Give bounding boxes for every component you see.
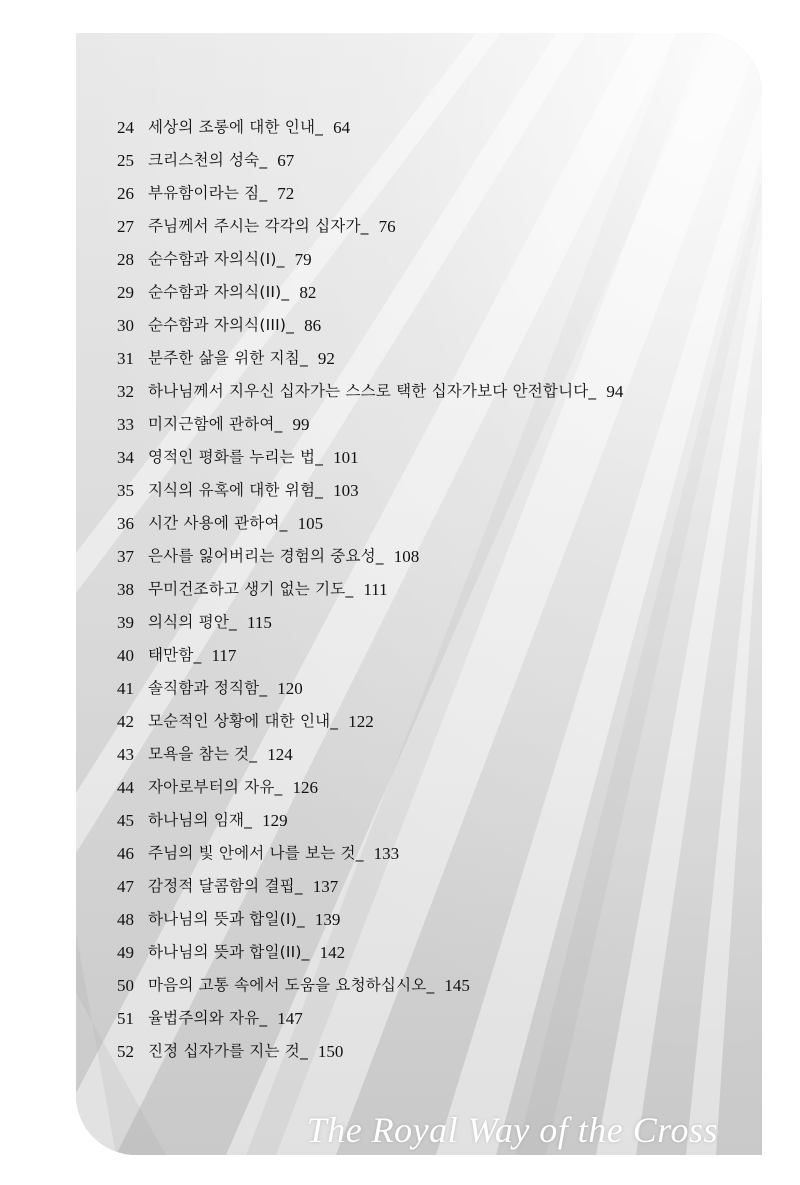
- toc-page-number: 79: [294, 250, 312, 269]
- toc-chapter-title: 미지근함에 관하여_: [148, 415, 283, 433]
- toc-chapter-title: 크리스천의 성숙_: [148, 151, 268, 169]
- table-of-contents: [76, 111, 762, 1068]
- toc-chapter-number: 27: [117, 217, 134, 236]
- toc-page-number: 72: [277, 184, 295, 203]
- toc-chapter-title: 영적인 평화를 누리는 법_: [148, 448, 324, 466]
- toc-chapter-title: 주님의 빛 안에서 나를 보는 것_: [148, 844, 364, 862]
- toc-chapter-title: 하나님의 뜻과 합일(II)_: [148, 943, 310, 961]
- toc-page-number: 111: [363, 580, 388, 599]
- toc-entry[interactable]: [76, 474, 762, 507]
- toc-entry[interactable]: [76, 111, 762, 144]
- toc-chapter-title: 분주한 삶을 위한 지침_: [148, 349, 308, 367]
- toc-chapter-title: 모순적인 상황에 대한 인내_: [148, 712, 339, 730]
- toc-entry[interactable]: [76, 771, 762, 804]
- toc-chapter-number: 36: [117, 514, 134, 533]
- toc-chapter-number: 35: [117, 481, 134, 500]
- toc-page-number: 142: [319, 943, 346, 962]
- toc-page-number: 139: [314, 910, 341, 929]
- toc-page-number: 99: [292, 415, 310, 434]
- toc-entry[interactable]: [76, 144, 762, 177]
- toc-chapter-number: 37: [117, 547, 134, 566]
- toc-entry[interactable]: [76, 1002, 762, 1035]
- toc-page-number: 101: [333, 448, 359, 467]
- toc-page-number: 115: [246, 613, 272, 632]
- toc-entry[interactable]: [76, 243, 762, 276]
- toc-chapter-number: 43: [117, 745, 134, 764]
- toc-page-number: 120: [277, 679, 303, 698]
- toc-page-number: 137: [312, 877, 339, 896]
- toc-chapter-number: 41: [117, 679, 134, 698]
- toc-page-number: 67: [277, 151, 295, 170]
- toc-page-number: 82: [299, 283, 317, 302]
- toc-chapter-number: 30: [117, 316, 134, 335]
- toc-page-number: 147: [277, 1009, 303, 1028]
- toc-page-number: 145: [444, 976, 470, 995]
- toc-entry[interactable]: [76, 276, 762, 309]
- toc-chapter-number: 48: [117, 910, 134, 929]
- toc-chapter-title: 하나님의 뜻과 합일(I)_: [148, 910, 305, 928]
- toc-chapter-number: 44: [117, 778, 134, 797]
- toc-entry[interactable]: [76, 639, 762, 672]
- toc-entry[interactable]: [76, 408, 762, 441]
- toc-chapter-title: 진정 십자가를 지는 것_: [148, 1042, 308, 1060]
- toc-page-number: 129: [262, 811, 288, 830]
- toc-chapter-title: 의식의 평안_: [148, 613, 237, 631]
- toc-page-number: 64: [333, 118, 351, 137]
- toc-entry[interactable]: [76, 309, 762, 342]
- toc-page-number: 126: [292, 778, 318, 797]
- toc-chapter-title: 감정적 달콤함의 결핍_: [148, 877, 303, 895]
- toc-chapter-title: 순수함과 자의식(II)_: [148, 283, 290, 301]
- toc-chapter-title: 세상의 조롱에 대한 인내_: [148, 118, 324, 136]
- toc-chapter-number: 47: [117, 877, 134, 896]
- toc-chapter-number: 46: [117, 844, 134, 863]
- toc-chapter-title: 은사를 잃어버리는 경험의 중요성_: [148, 547, 384, 565]
- toc-chapter-number: 34: [117, 448, 134, 467]
- page-panel: [76, 33, 762, 1155]
- toc-entry[interactable]: [76, 1035, 762, 1068]
- toc-chapter-number: 49: [117, 943, 134, 962]
- toc-chapter-number: 38: [117, 580, 134, 599]
- toc-chapter-title: 주님께서 주시는 각각의 십자가_: [148, 217, 369, 235]
- toc-page-number: 124: [267, 745, 293, 764]
- toc-chapter-title: 마음의 고통 속에서 도움을 요청하십시오_: [148, 976, 435, 994]
- toc-entry[interactable]: [76, 342, 762, 375]
- toc-entry[interactable]: [76, 738, 762, 771]
- toc-chapter-title: 순수함과 자의식(I)_: [148, 250, 285, 268]
- toc-entry[interactable]: [76, 969, 762, 1002]
- toc-chapter-number: 26: [117, 184, 134, 203]
- toc-page-number: 92: [317, 349, 335, 368]
- toc-entry[interactable]: [76, 573, 762, 606]
- toc-page-number: 122: [348, 712, 374, 731]
- toc-entry[interactable]: [76, 837, 762, 870]
- toc-page-number: 117: [211, 646, 237, 665]
- toc-page-number: 133: [373, 844, 400, 863]
- toc-entry[interactable]: [76, 441, 762, 474]
- toc-chapter-title: 하나님께서 지우신 십자가는 스스로 택한 십자가보다 안전합니다_: [148, 382, 597, 400]
- toc-page-number: 150: [317, 1042, 344, 1061]
- toc-chapter-number: 32: [117, 382, 134, 401]
- toc-chapter-title: 하나님의 임재_: [148, 811, 253, 829]
- toc-page-number: 103: [333, 481, 359, 500]
- toc-chapter-number: 29: [117, 283, 134, 302]
- toc-entry[interactable]: [76, 705, 762, 738]
- toc-chapter-title: 지식의 유혹에 대한 위험_: [148, 481, 324, 499]
- toc-chapter-number: 24: [117, 118, 134, 137]
- toc-entry[interactable]: [76, 870, 762, 903]
- toc-entry[interactable]: [76, 210, 762, 243]
- toc-chapter-title: 솔직함과 정직함_: [148, 679, 268, 697]
- toc-chapter-number: 52: [117, 1042, 134, 1061]
- toc-entry[interactable]: [76, 540, 762, 573]
- toc-chapter-number: 42: [117, 712, 134, 731]
- toc-page-number: 76: [378, 217, 396, 236]
- toc-page-number: 94: [606, 382, 624, 401]
- toc-chapter-number: 51: [117, 1009, 134, 1028]
- toc-chapter-number: 25: [117, 151, 134, 170]
- toc-chapter-title: 순수함과 자의식(III)_: [148, 316, 295, 334]
- toc-chapter-title: 모욕을 참는 것_: [148, 745, 258, 763]
- toc-chapter-title: 부유함이라는 짐_: [148, 184, 268, 202]
- toc-chapter-number: 50: [117, 976, 134, 995]
- toc-entry[interactable]: [76, 507, 762, 540]
- toc-chapter-number: 33: [117, 415, 134, 434]
- toc-entry[interactable]: [76, 903, 762, 936]
- toc-chapter-title: 율법주의와 자유_: [148, 1009, 268, 1027]
- toc-chapter-number: 39: [117, 613, 134, 632]
- toc-page-number: 108: [393, 547, 420, 566]
- toc-page-number: 86: [304, 316, 322, 335]
- toc-chapter-number: 31: [117, 349, 134, 368]
- toc-entry[interactable]: [76, 606, 762, 639]
- toc-page-number: 105: [297, 514, 324, 533]
- toc-chapter-title: 무미건조하고 생기 없는 기도_: [148, 580, 354, 598]
- toc-chapter-title: 자아로부터의 자유_: [148, 778, 283, 796]
- toc-chapter-number: 45: [117, 811, 134, 830]
- toc-chapter-number: 28: [117, 250, 134, 269]
- toc-entry[interactable]: [76, 375, 762, 408]
- toc-entry[interactable]: [76, 936, 762, 969]
- toc-chapter-title: 시간 사용에 관하여_: [148, 514, 288, 532]
- book-title-footer: The Royal Way of the Cross: [306, 1110, 718, 1150]
- toc-chapter-number: 40: [117, 646, 134, 665]
- toc-chapter-title: 태만함_: [148, 646, 202, 664]
- toc-entry[interactable]: [76, 804, 762, 837]
- toc-entry[interactable]: [76, 177, 762, 210]
- toc-entry[interactable]: [76, 672, 762, 705]
